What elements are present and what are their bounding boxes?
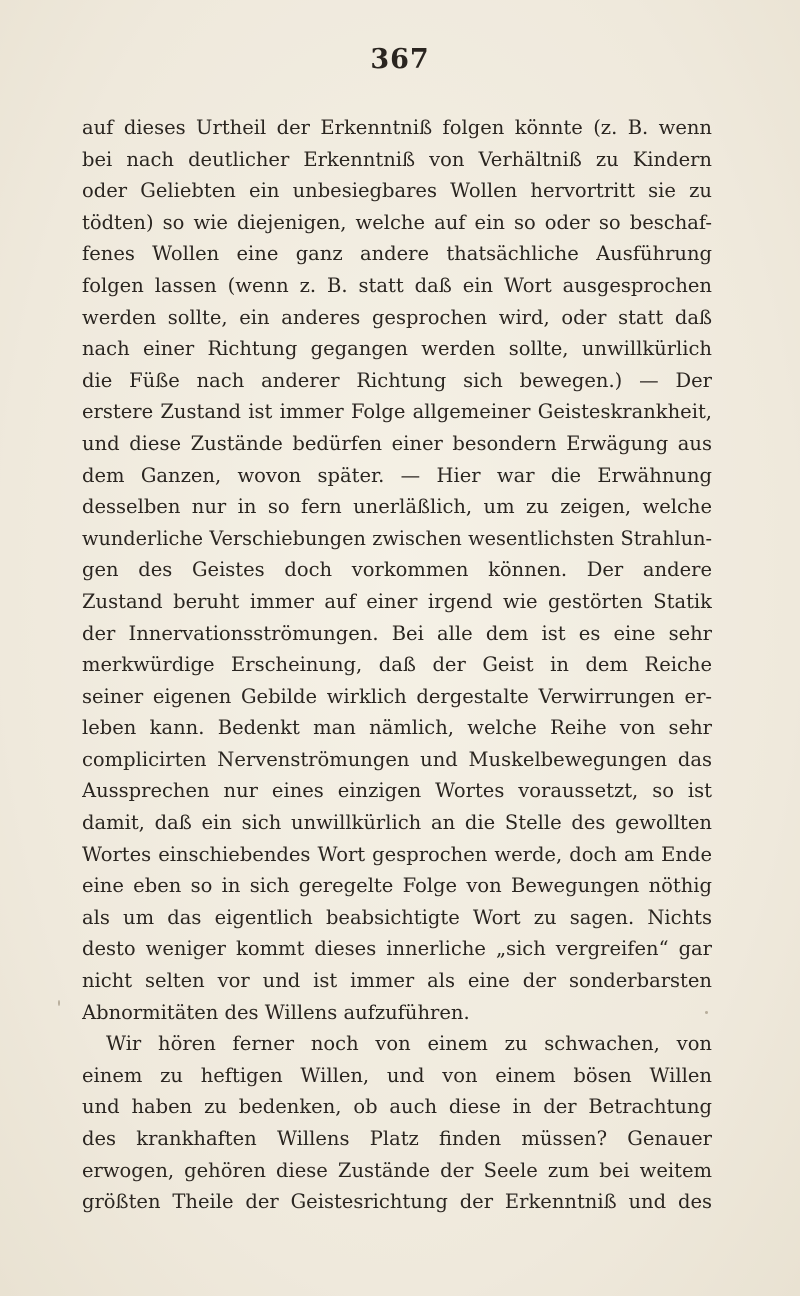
text-line: des krankhaften Willens Platz finden müssen? Genauer — [82, 1127, 712, 1150]
text-line: merkwürdige Erscheinung, daß der Geist in dem Reiche — [82, 653, 712, 677]
text-line: oder Geliebten ein unbesiegbares Wollen hervortritt sie zu — [82, 179, 712, 203]
text-line: eine eben so in sich geregelte Folge von Bewegungen nöthig — [82, 874, 712, 898]
text-line: wunderliche Verschiebungen zwischen wesentlichsten Strahlun- — [82, 526, 712, 550]
text-line: nach einer Richtung gegangen werden sollte, unwillkürlich — [82, 337, 712, 361]
text-line: nicht selten vor und ist immer als eine der sonderbarsten — [82, 969, 712, 993]
page-number: 367 — [370, 44, 430, 75]
paper-speck — [58, 1000, 60, 1006]
text-line: bei nach deutlicher Erkenntniß von Verhältniß zu Kindern — [82, 147, 712, 171]
text-line: leben kann. Bedenkt man nämlich, welche Reihe von sehr — [82, 716, 712, 740]
text-line: fenes Wollen eine ganz andere thatsächliche Ausführung — [82, 242, 712, 266]
text-line: als um das eigentlich beabsichtigte Wort zu sagen. Nichts — [82, 905, 712, 929]
text-line: Zustand beruht immer auf einer irgend wie gestörten Statik — [82, 589, 712, 613]
text-line: werden sollte, ein anderes gesprochen wird, oder statt daß — [82, 305, 712, 329]
paper-speck — [705, 1011, 708, 1014]
text-line: größten Theile der Geistesrichtung der Erkenntniß und des — [82, 1190, 712, 1214]
text-line: gen des Geistes doch vorkommen können. Der andere — [82, 558, 712, 582]
text-line: auf dieses Urtheil der Erkenntniß folgen könnte (z. B. wenn — [82, 116, 712, 139]
text-line: und haben zu bedenken, ob auch diese in der Betrachtung — [82, 1095, 712, 1119]
text-line: Wortes einschiebendes Wort gesprochen werde, doch am Ende — [82, 842, 712, 866]
text-line: erstere Zustand ist immer Folge allgemeiner Geisteskrankheit, — [82, 400, 712, 424]
text-line: tödten) so wie diejenigen, welche auf ein so oder so beschaf- — [82, 210, 712, 234]
text-line: complicirten Nervenströmungen und Muskelbewegungen das — [82, 747, 712, 771]
text-line: erwogen, gehören diese Zustände der Seele zum bei weitem — [82, 1158, 712, 1182]
text-line: folgen lassen (wenn z. B. statt daß ein Wort ausgesprochen — [82, 273, 712, 297]
text-line: der Innervationsströmungen. Bei alle dem ist es eine sehr — [82, 621, 712, 645]
text-line: desto weniger kommt dieses innerliche „sich vergreifen“ gar — [82, 937, 712, 961]
text-line: und diese Zustände bedürfen einer besondern Erwägung aus — [82, 431, 712, 455]
text-line: dem Ganzen, wovon später. — Hier war die Erwähnung — [82, 463, 712, 487]
text-line: die Füße nach anderer Richtung sich bewegen.) — Der — [82, 368, 712, 392]
text-line: einem zu heftigen Willen, und von einem bösen Willen — [82, 1063, 712, 1087]
text-line: damit, daß ein sich unwillkürlich an die Stelle des gewollten — [82, 811, 712, 835]
text-line: seiner eigenen Gebilde wirklich dergestalte Verwirrungen er- — [82, 684, 712, 708]
text-line: desselben nur in so fern unerläßlich, um zu zeigen, welche — [82, 495, 712, 519]
text-line: Abnormitäten des Willens aufzuführen. — [82, 1000, 470, 1024]
body-text — [82, 112, 712, 1218]
text-line: Aussprechen nur eines einzigen Wortes voraussetzt, so ist — [82, 779, 712, 803]
text-line: Wir hören ferner noch von einem zu schwachen, von — [106, 1032, 712, 1056]
